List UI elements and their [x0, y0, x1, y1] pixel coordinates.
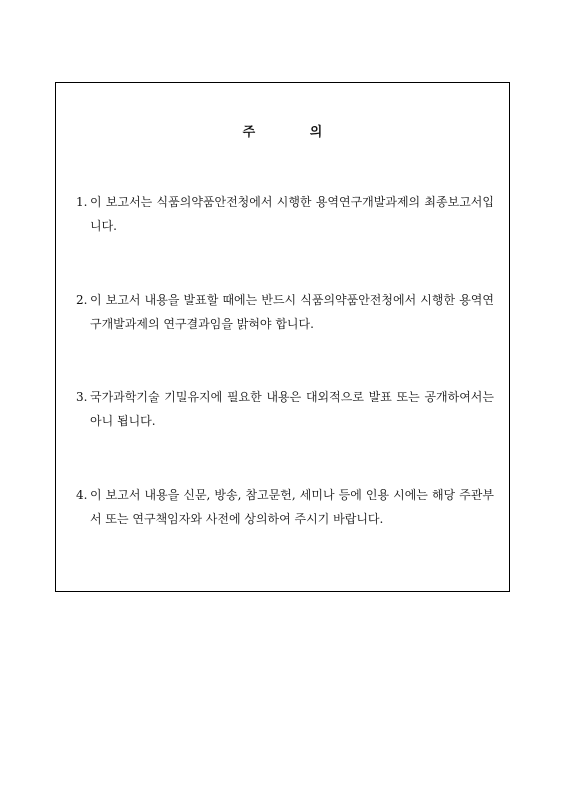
notice-item-4 — [76, 483, 494, 531]
notice-item-number: 3. — [76, 390, 88, 404]
notice-item-text: 이 보고서 내용을 신문, 방송, 참고문헌, 세미나 등에 인용 시에는 해당 주관부서 또는 연구책임자와 사전에 상의하여 주시기 바랍니다. — [90, 488, 494, 526]
notice-item-1 — [76, 190, 494, 238]
notice-item-2 — [76, 288, 494, 336]
notice-item-number: 1. — [76, 195, 88, 209]
notice-item-text: 이 보고서는 식품의약품안전청에서 시행한 용역연구개발과제의 최종보고서입니다. — [90, 195, 494, 233]
notice-title: 주 의 — [242, 125, 323, 140]
notice-item-text: 이 보고서 내용을 발표할 때에는 반드시 식품의약품안전청에서 시행한 용역연구개발과제의 연구결과임을 밝혀야 합니다. — [90, 293, 494, 331]
notice-item-number: 2. — [76, 293, 88, 307]
notice-item-text: 국가과학기술 기밀유지에 필요한 내용은 대외적으로 발표 또는 공개하여서는 아니 됩니다. — [90, 390, 494, 428]
notice-item-3 — [76, 385, 494, 433]
notice-box — [55, 82, 510, 592]
notice-item-number: 4. — [76, 488, 88, 502]
